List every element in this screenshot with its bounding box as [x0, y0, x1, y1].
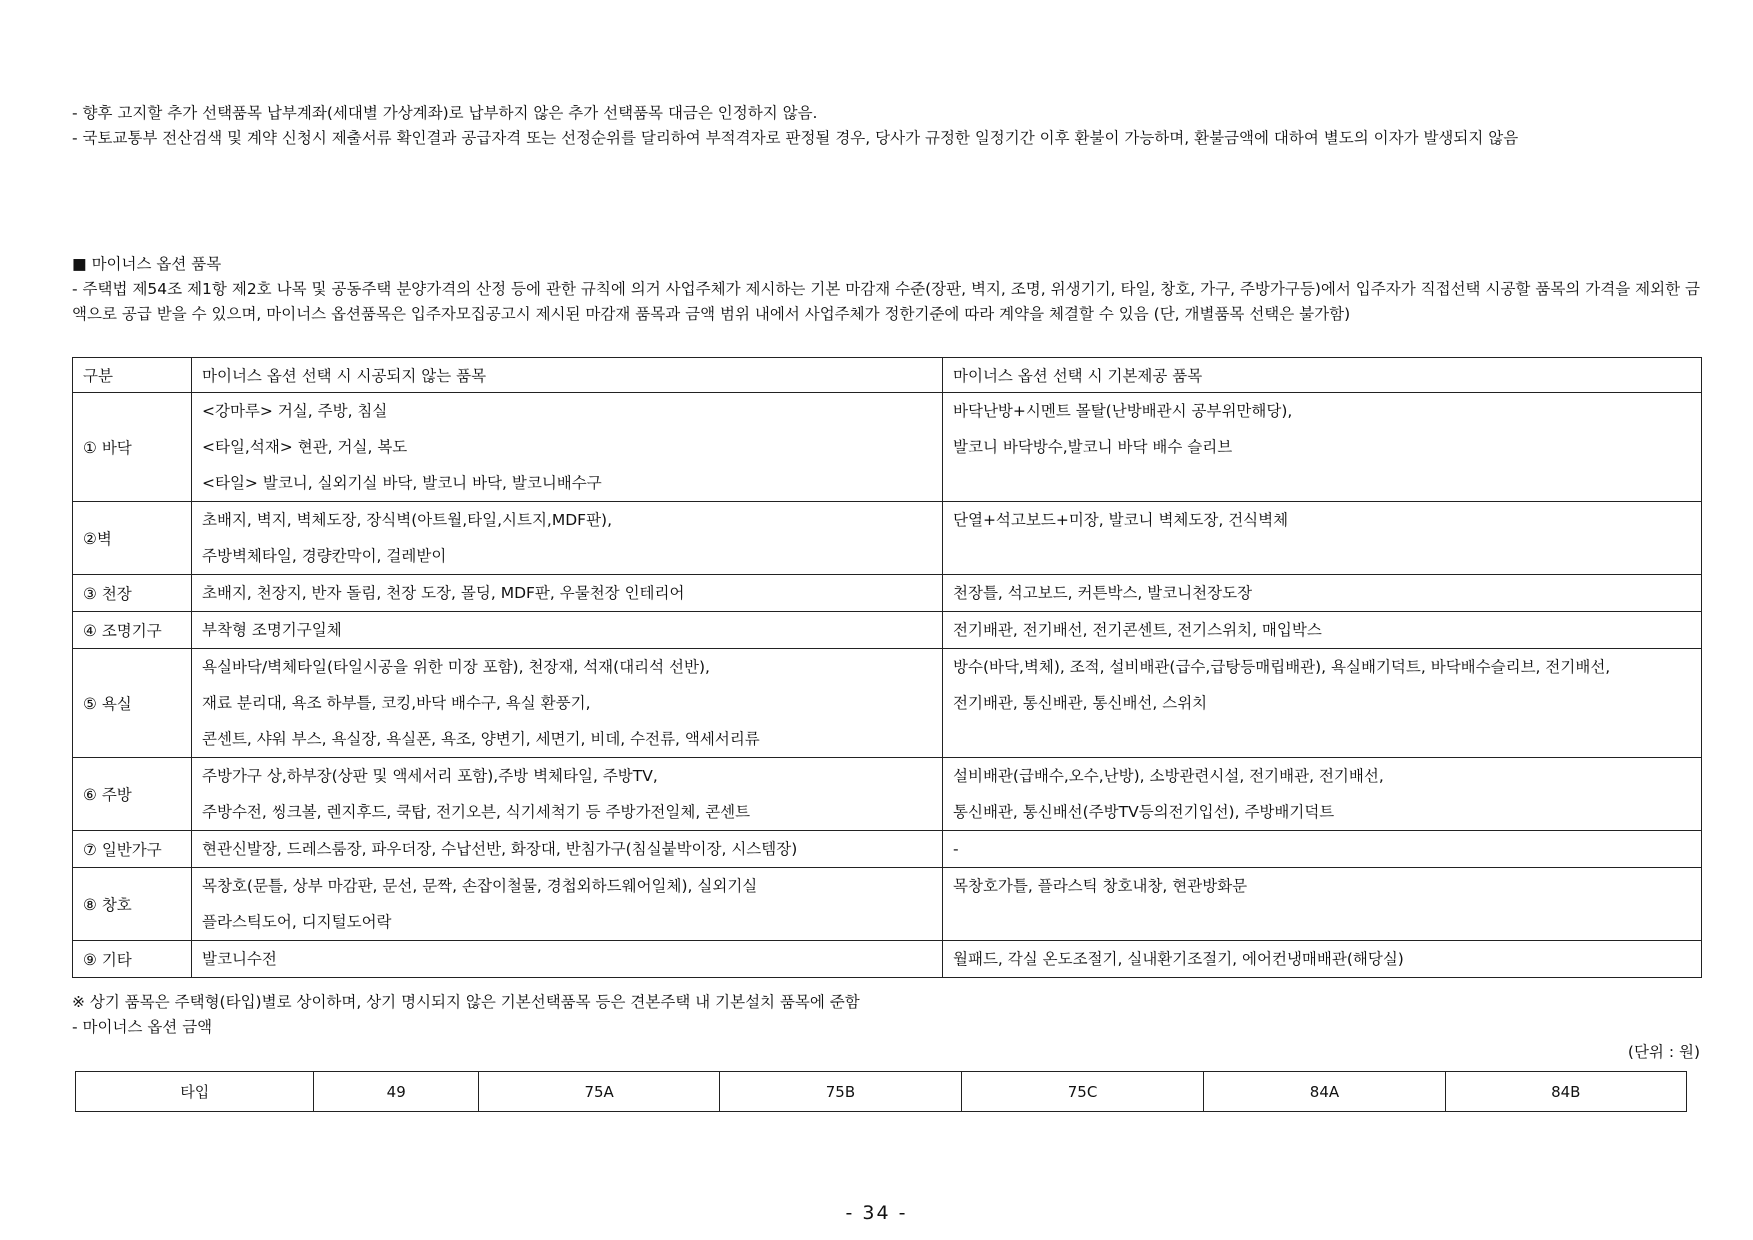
provided-line: 설비배관(급배수,오수,난방), 소방관련시설, 전기배관, 전기배선, [953, 767, 1384, 785]
provided-line: 단열+석고보드+미장, 발코니 벽체도장, 건식벽체 [953, 511, 1289, 529]
provided-line [953, 904, 1691, 940]
after-table-notes [72, 990, 1700, 1040]
price-header-49: 49 [314, 1072, 479, 1112]
row-excluded [192, 502, 943, 575]
provided-line: 천장틀, 석고보드, 커튼박스, 발코니천장도장 [953, 584, 1253, 602]
price-header-75c: 75C [961, 1072, 1204, 1112]
provided-line: 발코니 바닥방수,발코니 바닥 배수 슬리브 [953, 438, 1233, 456]
note-line: ※ 상기 품목은 주택형(타입)별로 상이하며, 상기 명시되지 않은 기본선택품목 등은 견본주택 내 기본설치 품목에 준함 [72, 993, 860, 1011]
row-provided [943, 649, 1702, 758]
price-header-84b: 84B [1445, 1072, 1686, 1112]
provided-line: 전기배관, 통신배관, 통신배선, 스위치 [953, 694, 1208, 712]
row-category: ⑦ 일반가구 [73, 831, 192, 868]
minus-option-price-table [75, 1071, 1687, 1112]
table-row [73, 649, 1702, 758]
excluded-line: 현관신발장, 드레스룸장, 파우더장, 수납선반, 화장대, 반침가구(침실붙박이장, 시스템장) [202, 840, 798, 858]
row-provided [943, 502, 1702, 575]
excluded-line: 콘센트, 샤워 부스, 욕실장, 욕실폰, 욕조, 양변기, 세면기, 비데, 수전류, 액세서리류 [202, 730, 760, 748]
provided-line: 바닥난방+시멘트 몰탈(난방배관시 공부위만해당), [953, 402, 1293, 420]
row-provided [943, 393, 1702, 502]
section-heading: ■ 마이너스 옵션 품목 [72, 255, 222, 273]
table-header-row [73, 358, 1702, 393]
price-header-type: 타입 [76, 1072, 314, 1112]
row-category: ⑤ 욕실 [73, 649, 192, 758]
provided-line [953, 465, 1691, 501]
header-category: 구분 [73, 358, 192, 393]
price-header-84a: 84A [1204, 1072, 1445, 1112]
excluded-line: 초배지, 벽지, 벽체도장, 장식벽(아트월,타일,시트지,MDF판), [202, 511, 613, 529]
row-category: ②벽 [73, 502, 192, 575]
unit-label: (단위 : 원) [1627, 1043, 1700, 1061]
excluded-line: 주방수전, 씽크볼, 렌지후드, 쿡탑, 전기오븐, 식기세척기 등 주방가전일체, 콘센트 [202, 803, 751, 821]
row-excluded [192, 941, 943, 978]
provided-line [953, 721, 1691, 757]
excluded-line: 초배지, 천장지, 반자 돌림, 천장 도장, 몰딩, MDF판, 우물천장 인테리어 [202, 584, 685, 602]
row-category: ⑨ 기타 [73, 941, 192, 978]
excluded-line: 주방벽체타일, 경량칸막이, 걸레받이 [202, 547, 447, 565]
excluded-line: 플라스틱도어, 디지털도어락 [202, 913, 392, 931]
excluded-line: <타일> 발코니, 실외기실 바닥, 발코니 바닥, 발코니배수구 [202, 474, 602, 492]
intro-notes [72, 101, 1700, 151]
row-provided [943, 758, 1702, 831]
provided-line: 방수(바닥,벽체), 조적, 설비배관(급수,급탕등매립배관), 욕실배기덕트, 바닥배수슬리브, 전기배선, [953, 658, 1611, 676]
row-category: ⑥ 주방 [73, 758, 192, 831]
provided-line: 통신배관, 통신배선(주방TV등의전기입선), 주방배기덕트 [953, 803, 1335, 821]
note-line: - 마이너스 옵션 금액 [72, 1018, 213, 1036]
price-header-row [76, 1072, 1687, 1112]
provided-line: - [953, 840, 959, 858]
table-row [73, 612, 1702, 649]
row-excluded [192, 868, 943, 941]
row-provided [943, 831, 1702, 868]
row-category: ③ 천장 [73, 575, 192, 612]
excluded-line: 주방가구 상,하부장(상판 및 액세서리 포함),주방 벽체타일, 주방TV, [202, 767, 658, 785]
row-provided [943, 612, 1702, 649]
intro-note-1: - 향후 고지할 추가 선택품목 납부계좌(세대별 가상계좌)로 납부하지 않은 추가 선택품목 대금은 인정하지 않음. [72, 104, 818, 122]
row-excluded [192, 575, 943, 612]
table-row [73, 502, 1702, 575]
table-row [73, 868, 1702, 941]
row-excluded [192, 612, 943, 649]
row-excluded [192, 393, 943, 502]
provided-line: 월패드, 각실 온도조절기, 실내환기조절기, 에어컨냉매배관(해당실) [953, 950, 1404, 968]
row-category: ① 바닥 [73, 393, 192, 502]
price-header-75b: 75B [720, 1072, 961, 1112]
row-category: ⑧ 창호 [73, 868, 192, 941]
minus-option-table [72, 357, 1702, 978]
section-description: - 주택법 제54조 제1항 제2호 나목 및 공동주택 분양가격의 산정 등에 관한 규칙에 의거 사업주체가 제시하는 기본 마감재 수준(장판, 벽지, 조명, 위생기기, 타일, 창호, 가구, 주방가구등)에서 입주자가 직접선택 시공할 품목의 가격을 제외한 금액으로 공급 받을 수 있으며, 마이너스 옵션품목은 입주자모집공고시 제시된 마감재 품목과 금액 범위 내에서 사업주체가 정한기준에 따라 계약을 체결할 수 있음 (단, 개별품목 선택은 불가함) [72, 280, 1700, 323]
excluded-line: <강마루> 거실, 주방, 침실 [202, 402, 388, 420]
intro-note-2: - 국토교통부 전산검색 및 계약 신청시 제출서류 확인결과 공급자격 또는 선정순위를 달리하여 부적격자로 판정될 경우, 당사가 규정한 일정기간 이후 환불이 가능하며, 환불금액에 대하여 별도의 이자가 발생되지 않음 [72, 129, 1519, 147]
provided-line [953, 538, 1691, 574]
excluded-line: <타일,석재> 현관, 거실, 복도 [202, 438, 408, 456]
table-row [73, 758, 1702, 831]
row-excluded [192, 831, 943, 868]
page-number: - 34 - [845, 1202, 908, 1224]
excluded-line: 부착형 조명기구일체 [202, 621, 342, 639]
header-provided: 마이너스 옵션 선택 시 기본제공 품목 [943, 358, 1702, 393]
row-provided [943, 868, 1702, 941]
provided-line: 전기배관, 전기배선, 전기콘센트, 전기스위치, 매입박스 [953, 621, 1322, 639]
excluded-line: 재료 분리대, 욕조 하부틀, 코킹,바닥 배수구, 욕실 환풍기, [202, 694, 591, 712]
table-row [73, 831, 1702, 868]
table-row [73, 575, 1702, 612]
table-row [73, 941, 1702, 978]
excluded-line: 목창호(문틀, 상부 마감판, 문선, 문짝, 손잡이철물, 경첩외하드웨어일체), 실외기실 [202, 877, 758, 895]
excluded-line: 욕실바닥/벽체타일(타일시공을 위한 미장 포함), 천장재, 석재(대리석 선반), [202, 658, 710, 676]
provided-line: 목창호가틀, 플라스틱 창호내창, 현관방화문 [953, 877, 1248, 895]
row-provided [943, 575, 1702, 612]
row-category: ④ 조명기구 [73, 612, 192, 649]
row-excluded [192, 758, 943, 831]
excluded-line: 발코니수전 [202, 950, 277, 968]
row-excluded [192, 649, 943, 758]
header-excluded: 마이너스 옵션 선택 시 시공되지 않는 품목 [192, 358, 943, 393]
table-row [73, 393, 1702, 502]
minus-option-section [72, 252, 1700, 327]
price-header-75a: 75A [479, 1072, 720, 1112]
row-provided [943, 941, 1702, 978]
